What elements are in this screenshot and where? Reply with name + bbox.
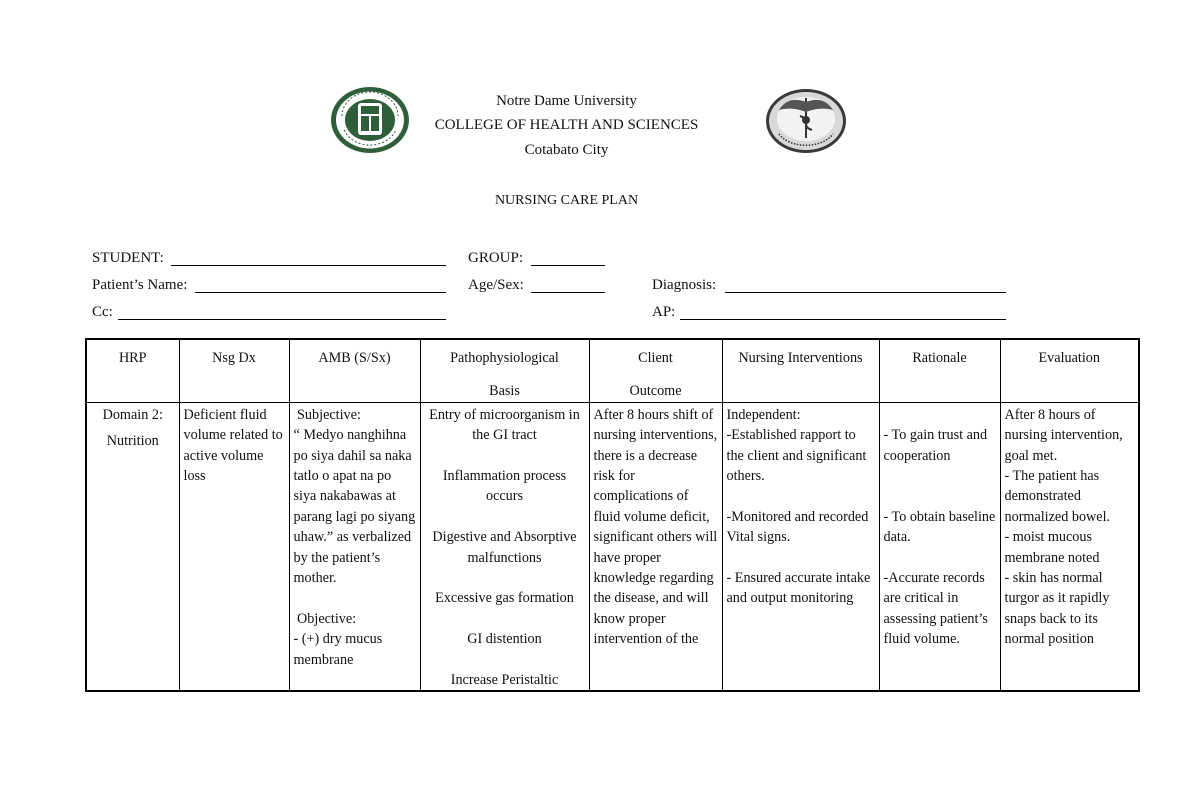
- cc-input-line[interactable]: [118, 319, 446, 320]
- student-label: STUDENT:: [92, 250, 164, 266]
- form-title: NURSING CARE PLAN: [494, 193, 639, 208]
- cell-nsg-dx: Deficient fluid volume related to active volume loss: [179, 402, 289, 691]
- age-sex-label: Age/Sex:: [468, 277, 524, 293]
- nursing-care-plan-table: [85, 338, 1140, 692]
- cell-rationale: - To gain trust and cooperation - To obtain baseline data. -Accurate records are critical in assessing patient’s fluid volume.: [879, 402, 1000, 691]
- patient-name-input-line[interactable]: [195, 292, 446, 293]
- cell-evaluation: After 8 hours of nursing intervention, goal met. - The patient has demonstrated normalized bowel. - moist mucous membrane noted - skin has normal turgor as it rapidly snaps back to its normal position: [1000, 402, 1139, 691]
- header-rationale: Rationale: [879, 339, 1000, 402]
- cell-amb: Subjective: “ Medyo nanghihna po siya dahil sa naka tatlo o apat na po siya nakabawas at parang lagi po siyang uhaw.” as verbalized by the patient’s mother. Objective: - (+) dry mucus membrane: [289, 402, 420, 691]
- age-sex-input-line[interactable]: [531, 292, 605, 293]
- diagnosis-input-line[interactable]: [725, 292, 1006, 293]
- header-pathophysiological-basis: Pathophysiological Basis: [420, 339, 589, 402]
- cell-client-outcome: After 8 hours shift of nursing interventions, there is a decrease risk for complications of fluid volume deficit, significant others will have proper knowledge regarding the disease, and will know proper intervention of the: [589, 402, 722, 691]
- group-label: GROUP:: [468, 250, 524, 266]
- header-amb: AMB (S/Sx): [289, 339, 420, 402]
- table-header-row: [86, 339, 1139, 402]
- ap-label: AP:: [652, 304, 676, 320]
- cell-hrp: Domain 2: Nutrition: [86, 402, 179, 691]
- header-nsg-dx: Nsg Dx: [179, 339, 289, 402]
- cell-nursing-interventions: Independent: -Established rapport to the client and significant others. -Monitored and recorded Vital signs. - Ensured accurate intake and output monitoring: [722, 402, 879, 691]
- patient-name-label: Patient’s Name:: [92, 277, 188, 293]
- university-name: Notre Dame University: [496, 93, 637, 109]
- diagnosis-label: Diagnosis:: [652, 277, 717, 293]
- header-hrp: HRP: [86, 339, 179, 402]
- college-name: COLLEGE OF HEALTH AND SCIENCES: [434, 117, 699, 133]
- cc-label: Cc:: [92, 304, 113, 320]
- header-nursing-interventions: Nursing Interventions: [722, 339, 879, 402]
- ap-input-line[interactable]: [680, 319, 1006, 320]
- student-input-line[interactable]: [171, 265, 446, 266]
- header-client-outcome: Client Outcome: [589, 339, 722, 402]
- group-input-line[interactable]: [531, 265, 605, 266]
- table-row: [86, 402, 1139, 691]
- header-evaluation: Evaluation: [1000, 339, 1139, 402]
- city-name: Cotabato City: [524, 142, 609, 158]
- cell-pathophysiology: Entry of microorganism in the GI tract Inflammation process occurs Digestive and Absorptive malfunctions Excessive gas formation GI distention Increase Peristaltic: [420, 402, 589, 691]
